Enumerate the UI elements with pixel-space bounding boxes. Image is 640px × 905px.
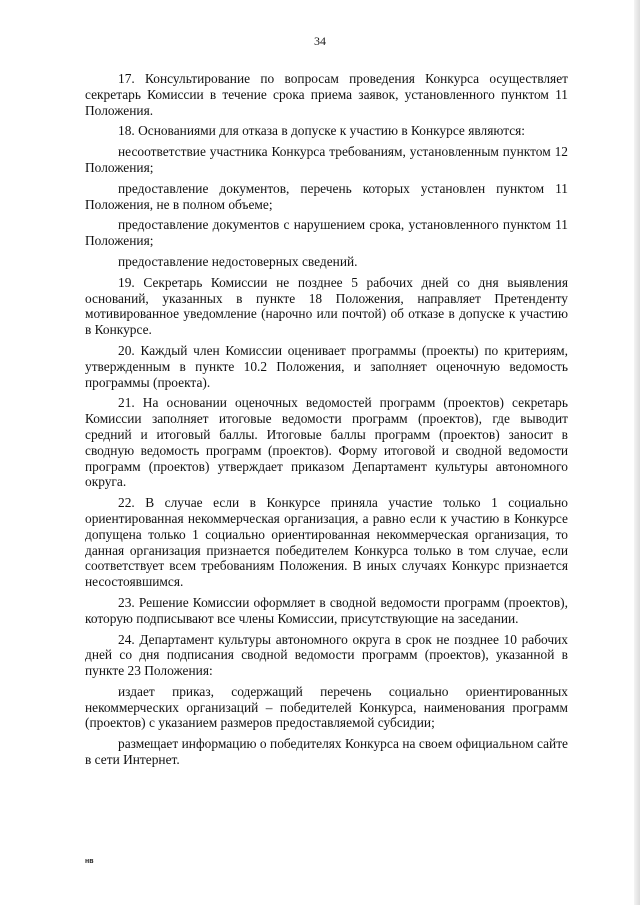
paragraph-18: 18. Основаниями для отказа в допуске к участию в Конкурсе являются: xyxy=(118,123,526,139)
page-number: 34 xyxy=(314,34,326,48)
paragraph-18-item-2: предоставление документов, перечень которых установлен пунктом 11 Положения, не в полном объеме; xyxy=(85,180,568,212)
footer-initials: нв xyxy=(85,858,94,865)
paragraph-22: 22. В случае если в Конкурсе приняла участие только 1 социально ориентированная некоммерческая организация, а равно если к участию в Конкурсе допущена только 1 социально ориентированная некоммерческая организация, то данная организация признается победителем Конкурса только в том случае, если соответствует всем требованиям Положения. В иных случаях Конкурс признается несостоявшимся. xyxy=(85,495,568,590)
document-body xyxy=(85,71,568,773)
paragraph-18-item-1: несоответствие участника Конкурса требованиям, установленным пунктом 12 Положения; xyxy=(85,144,568,175)
paragraph-19: 19. Секретарь Комиссии не позднее 5 рабочих дней со дня выявления оснований, указанных в пункте 18 Положения, направляет Претенденту мотивированное уведомление (нарочно или почтой) об отказе в допуске к участию в Конкурсе. xyxy=(85,274,568,338)
paragraph-18-item-4: предоставление недостоверных сведений. xyxy=(118,253,358,269)
scan-edge-shadow xyxy=(634,0,640,905)
paragraph-21: 21. На основании оценочных ведомостей программ (проектов) секретарь Комиссии заполняет итоговые ведомости программ (проектов), где выводит средний и итоговый баллы. Итоговые баллы программ (проектов) заносит в сводную ведомость программ (проектов). Форму итоговой и сводной ведомости программ (проектов) утверждает приказом Департамент культуры автономного округа. xyxy=(85,395,568,490)
paragraph-18-item-3: предоставление документов с нарушением срока, установленного пунктом 11 Положения; xyxy=(85,217,568,249)
paragraph-24: 24. Департамент культуры автономного округа в срок не позднее 10 рабочих дней со дня подписания сводной ведомости программ (проектов), указанной в пункте 23 Положения: xyxy=(85,631,568,679)
paragraph-23: 23. Решение Комиссии оформляет в сводной ведомости программ (проектов), которую подписывают все члены Комиссии, присутствующие на заседании. xyxy=(85,594,568,626)
paragraph-24-item-1: издает приказ, содержащий перечень социально ориентированных некоммерческих организаций – победителей Конкурса, наименования программ (проектов) с указанием размеров предоставляемой субсидии; xyxy=(85,683,568,731)
paragraph-20: 20. Каждый член Комиссии оценивает программы (проекты) по критериям, утвержденным в пункте 10.2 Положения, и заполняет оценочную ведомость программы (проекта). xyxy=(85,342,568,390)
paragraph-24-item-2: размещает информацию о победителях Конкурса на своем официальном сайте в сети Интернет. xyxy=(85,736,568,768)
paragraph-17: 17. Консультирование по вопросам проведения Конкурса осуществляет секретарь Комиссии в течение срока приема заявок, установленного пунктом 11 Положения. xyxy=(85,71,568,118)
